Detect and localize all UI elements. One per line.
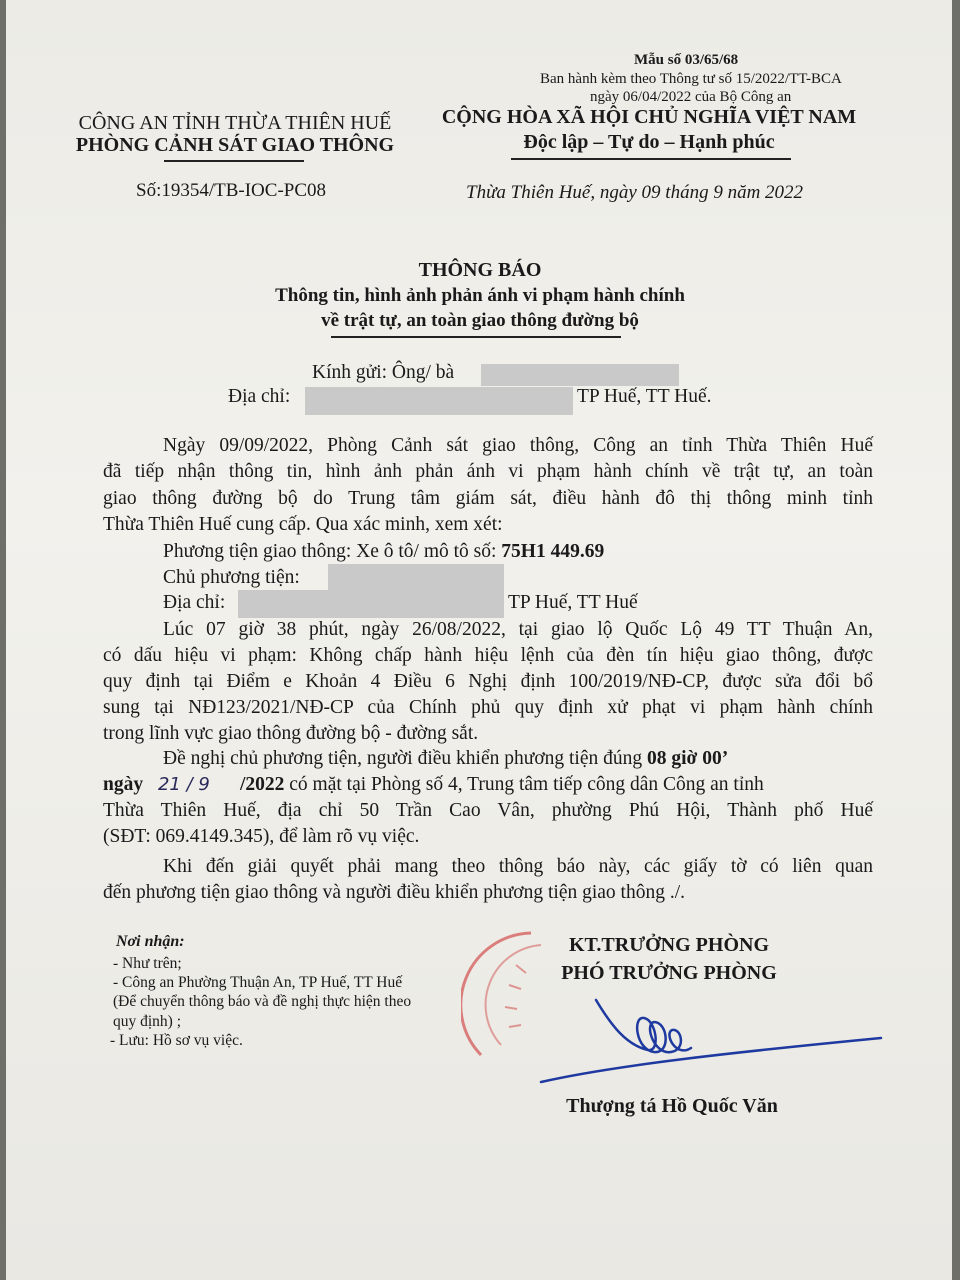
paragraph-1-line-2: đã tiếp nhận thông tin, hình ảnh phản ánh vi phạm hành chính về trật tự, an toàn: [103, 461, 873, 482]
redacted-owner: [328, 564, 504, 590]
recipients-line-4: quy định) ;: [113, 1013, 182, 1030]
department-name: PHÒNG CẢNH SÁT GIAO THÔNG: [75, 134, 395, 156]
paragraph-1-line-4: Thừa Thiên Huế cung cấp. Qua xác minh, xem xét:: [103, 514, 503, 535]
signature-title-2: PHÓ TRƯỞNG PHÒNG: [561, 962, 777, 984]
recipients-line-5: - Lưu: Hồ sơ vụ việc.: [110, 1032, 243, 1049]
handwritten-date: 21 / 9: [157, 774, 210, 795]
paragraph-1-line-3: giao thông đường bộ do Trung tâm giám sát, điều hành đô thị thông minh tỉnh: [103, 488, 873, 509]
title-underline: [331, 336, 621, 338]
recipients-line-1: - Như trên;: [113, 955, 182, 972]
notice-title: THÔNG BÁO: [418, 259, 542, 281]
salutation: Kính gửi: Ông/ bà: [312, 362, 455, 383]
form-issued-line1: Ban hành kèm theo Thông tư số 15/2022/TT-BCA: [540, 71, 842, 87]
paragraph-2-line-1: Lúc 07 giờ 38 phút, ngày 26/08/2022, tại giao lộ Quốc Lộ 49 TT Thuận An,: [163, 619, 873, 640]
national-title: CỘNG HÒA XÃ HỘI CHỦ NGHĨA VIỆT NAM: [441, 106, 857, 128]
form-issued-line2: ngày 06/04/2022 của Bộ Công an: [590, 89, 792, 105]
owner-address-suffix: TP Huế, TT Huế: [508, 592, 638, 613]
form-number: Mẫu số 03/65/68: [634, 52, 739, 68]
paragraph-4-line-2: đến phương tiện giao thông và người điều khiển phương tiện giao thông ./.: [103, 882, 686, 903]
appointment-time: 08 giờ 00’: [647, 748, 729, 769]
paragraph-3-line-4: (SĐT: 069.4149.345), để làm rõ vụ việc.: [103, 826, 420, 847]
address-label: Địa chỉ:: [228, 386, 291, 407]
address-suffix: TP Huế, TT Huế.: [577, 386, 712, 407]
agency-name: CÔNG AN TỈNH THỪA THIÊN HUẾ: [78, 112, 392, 134]
place-date: Thừa Thiên Huế, ngày 09 tháng 9 năm 2022: [466, 182, 804, 203]
vehicle-label: Phương tiện giao thông: Xe ô tô/ mô tô số:: [163, 541, 497, 562]
signer-name: Thượng tá Hồ Quốc Văn: [566, 1095, 778, 1117]
paragraph-2-line-2: có dấu hiệu vi phạm: Không chấp hành hiệu lệnh của đèn tín hiệu giao thông, được: [103, 645, 873, 666]
document-page: [6, 0, 952, 1280]
department-underline: [164, 160, 304, 162]
paragraph-3-line-1: [163, 748, 873, 770]
notice-subtitle-1: Thông tin, hình ảnh phản ánh vi phạm hành chính: [275, 285, 685, 306]
paragraph-3-line-3: Thừa Thiên Huế, địa chỉ 50 Trần Cao Vân, phường Phú Hội, Thành phố Huế: [103, 800, 873, 821]
handwritten-signature: [536, 990, 896, 1090]
paragraph-2-line-4: sung tại NĐ123/2021/NĐ-CP của Chính phủ quy định xử phạt vi phạm hành chính: [103, 697, 873, 718]
paragraph-3-line-2: [103, 774, 764, 796]
paragraph-4-line-1: Khi đến giải quyết phải mang theo thông báo này, các giấy tờ có liên quan: [163, 856, 873, 877]
notice-subtitle-2: về trật tự, an toàn giao thông đường bộ: [321, 310, 639, 331]
owner-label: Chủ phương tiện:: [163, 567, 300, 588]
appointment-place: có mặt tại Phòng số 4, Trung tâm tiếp công dân Công an tỉnh: [289, 774, 764, 795]
document-number: Số:19354/TB-IOC-PC08: [136, 180, 327, 201]
paragraph-1-line-1: Ngày 09/09/2022, Phòng Cảnh sát giao thông, Công an tỉnh Thừa Thiên Huế: [163, 435, 873, 456]
vehicle-plate: 75H1 449.69: [501, 541, 605, 562]
motto-underline: [511, 158, 791, 160]
redacted-name: [481, 364, 679, 386]
redacted-address: [305, 387, 573, 415]
vehicle-row: [163, 541, 604, 563]
redacted-owner-address: [238, 590, 504, 618]
paragraph-2-line-5: trong lĩnh vực giao thông đường bộ - đường sắt.: [103, 723, 479, 744]
day-label: ngày: [103, 774, 144, 795]
signature-title-1: KT.TRƯỞNG PHÒNG: [569, 934, 769, 956]
national-motto: Độc lập – Tự do – Hạnh phúc: [523, 131, 775, 153]
owner-address-label: Địa chỉ:: [163, 592, 226, 613]
recipients-heading: Nơi nhận:: [116, 933, 185, 950]
recipients-line-3: (Để chuyển thông báo và đề nghị thực hiện theo: [113, 993, 412, 1010]
recipients-line-2: - Công an Phường Thuận An, TP Huế, TT Huế: [113, 974, 403, 991]
paragraph-2-line-3: quy định tại Điểm e Khoản 4 Điều 6 Nghị định 100/2019/NĐ-CP, được sửa đổi bổ: [103, 671, 873, 692]
appointment-year: /2022: [239, 774, 285, 795]
request-text: Đề nghị chủ phương tiện, người điều khiển phương tiện đúng: [163, 748, 643, 769]
